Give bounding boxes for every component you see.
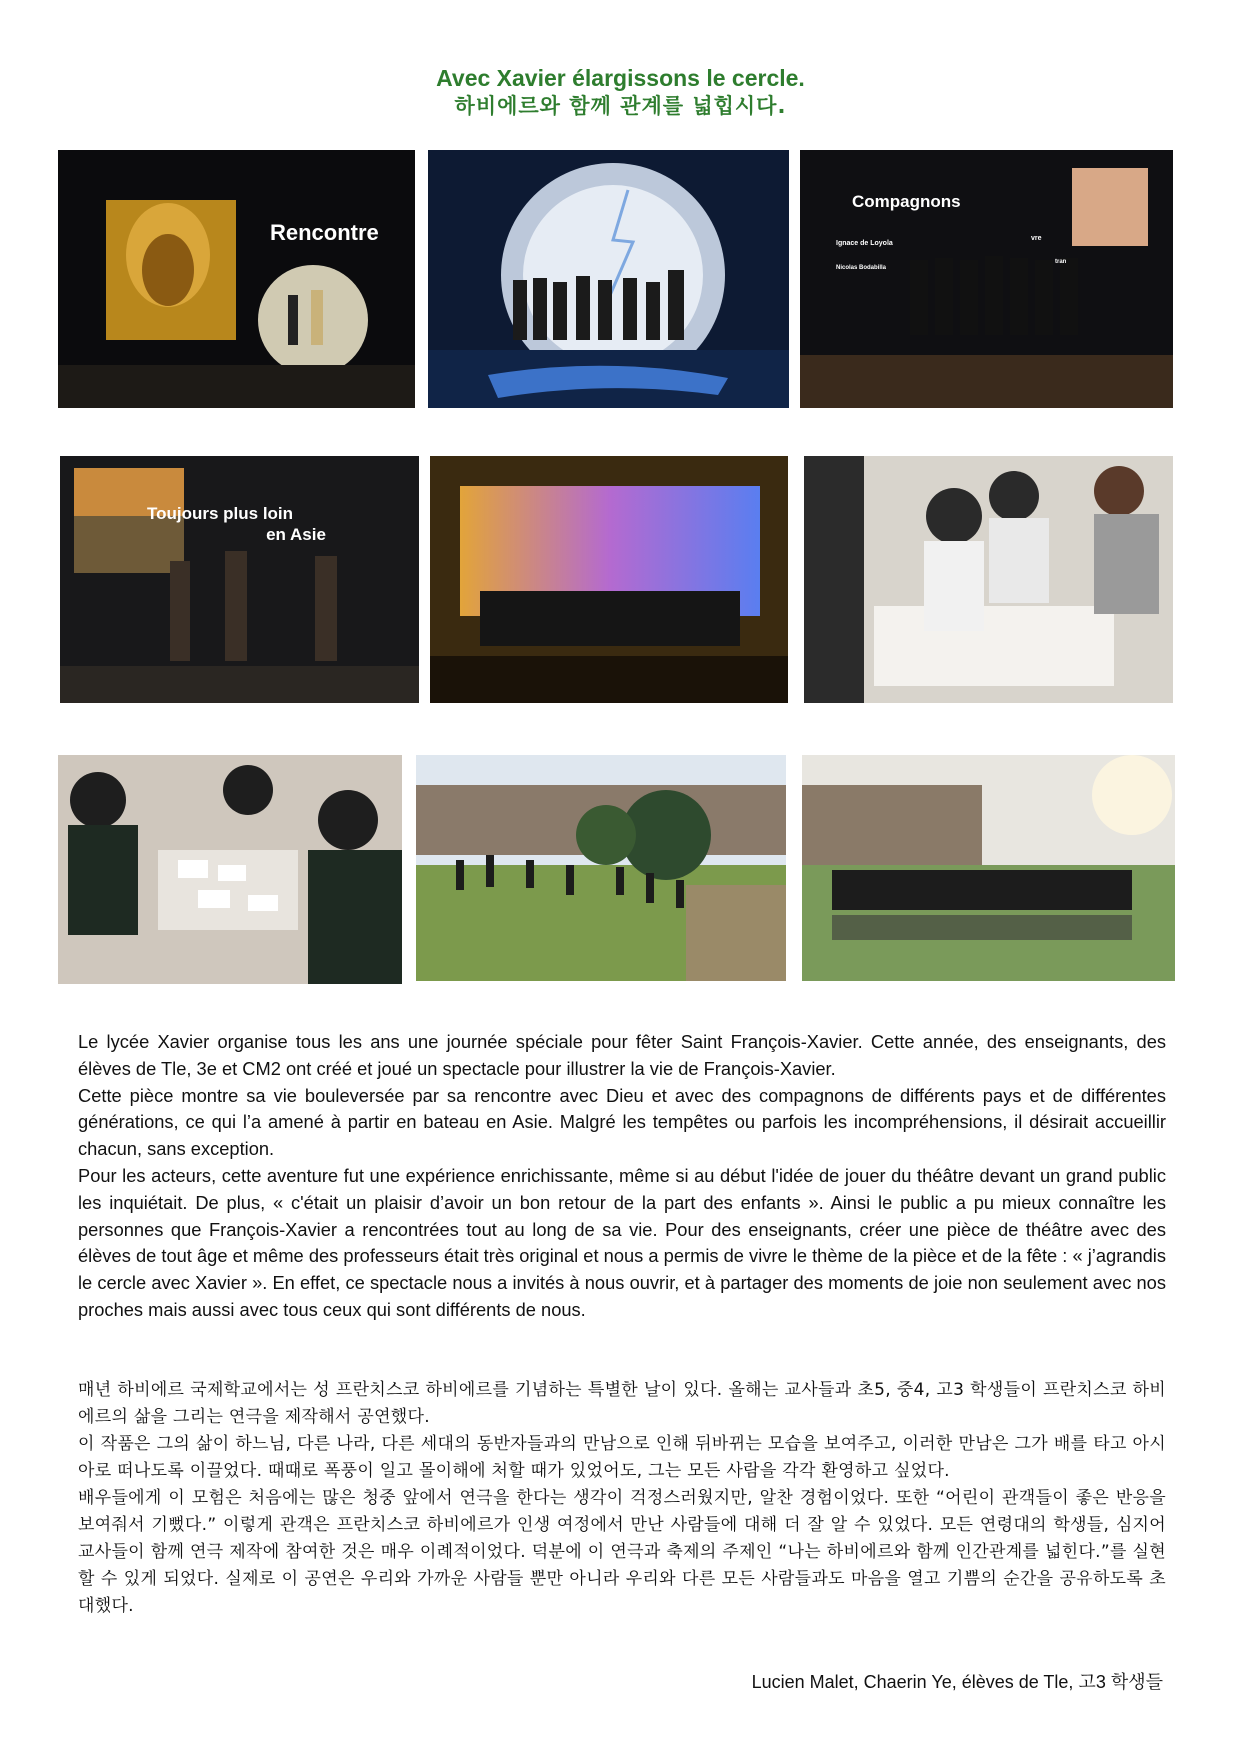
photo-storm-scene (428, 150, 789, 408)
article-ko-paragraph-1: 매년 하비에르 국제학교에서는 성 프란치스코 하비에르를 기념하는 특별한 날이 있다. 올해는 교사들과 초5, 중4, 고3 학생들이 프란치스코 하비에르의 삶을 그리는 연극을 제작해서 공연했다. (78, 1380, 1166, 1427)
photo-rencontre-caption: Rencontre (270, 220, 379, 245)
photo-stage-dance (430, 456, 788, 703)
photo-compagnons-name-4: tran (1055, 259, 1067, 265)
photo-courtyard-circle (802, 755, 1175, 981)
photo-playground-game (416, 755, 786, 981)
photo-students-drawing (804, 456, 1173, 703)
photo-compagnons-caption: Compagnons (852, 192, 961, 211)
author-signature: Lucien Malet, Chaerin Ye, élèves de Tle, 고3 학생들 (751, 1672, 1163, 1692)
article-fr-paragraph-1: Le lycée Xavier organise tous les ans une journée spéciale pour fêter Saint François-Xavier. Cette année, des enseignants, des élèves de Tle, 3e et CM2 ont créé et joué un spectacle pour illustrer la vie de François-Xavier. (78, 1031, 1166, 1079)
article-fr-paragraph-2: Cette pièce montre sa vie bouleversée par sa rencontre avec Dieu et avec des compagnons de différents pays et de différentes générations, ce qui l’a amené à partir en bateau en Asie. Malgré les tempêtes ou parfois les incompréhensions, il désirait accueillir chacun, sans exception. (78, 1084, 1166, 1160)
photo-compagnons-name-2: Nicolas Bodabilla (836, 265, 887, 271)
article-ko-paragraph-3: 배우들에게 이 모험은 처음에는 많은 청중 앞에서 연극을 한다는 생각이 걱정스러웠지만, 알찬 경험이었다. 또한 “어린이 관객들이 좋은 반응을 보여줘서 기뻤다.” 이렇게 관객은 프란치스코 하비에르가 인생 여정에서 만난 사람들에 대해 더 잘 알 수 있었다. 모든 연령대의 학생들, 심지어 교사들이 함께 연극 제작에 참여한 것은 매우 이례적이었다. 덕분에 이 연극과 축제의 주제인 “나는 하비에르와 함께 인간관계를 넓힌다.”를 실현할 수 있게 되었다. 실제로 이 공연은 우리와 가까운 사람들 뿐만 아니라 우리와 다른 모든 사람들과도 마음을 열고 기쁨의 순간을 공유하도록 초대했다. (78, 1488, 1166, 1616)
photo-compagnons-name-1: Ignace de Loyola (836, 240, 893, 247)
photo-rencontre (58, 150, 415, 408)
article-french (78, 1029, 1166, 1324)
photo-puzzle-activity (58, 755, 402, 984)
article-korean (78, 1377, 1166, 1620)
photo-compagnons-name-3: vre (1031, 235, 1042, 242)
article-fr-paragraph-3: Pour les acteurs, cette aventure fut une expérience enrichissante, même si au début l'idée de jouer du théâtre devant un grand public les inquiétait. De plus, « c'était un plaisir d’avoir un bon retour de la part des enfants ». Ainsi le public a pu mieux connaître les personnes que François-Xavier a rencontrées tout au long de sa vie. Pour des enseignants, créer une pièce de théâtre avec des élèves de tout âge et même des professeurs était très original et nous a permis de vivre le thème de la pièce et de la fête : « j’agrandis le cercle avec Xavier ». En effet, ce spectacle nous a invités à nous ouvrir, et à partager des moments de joie non seulement avec nos proches mais aussi avec tous ceux qui sont différents de nous. (78, 1164, 1166, 1320)
title-french: Avec Xavier élargissons le cercle. (436, 65, 805, 91)
article-ko-paragraph-2: 이 작품은 그의 삶이 하느님, 다른 나라, 다른 세대의 동반자들과의 만남으로 인해 뒤바뀌는 모습을 보여주고, 이러한 만남은 그가 배를 타고 아시아로 떠나도록 이끌었다. 때때로 폭풍이 일고 몰이해에 처할 때가 있었어도, 그는 모든 사람을 각각 환영하고 싶었다. (78, 1434, 1166, 1481)
photo-toujours-caption-line-2: en Asie (266, 525, 326, 544)
photo-toujours-plus-loin (60, 456, 419, 703)
photo-toujours-caption-line-1: Toujours plus loin (146, 504, 294, 523)
title-korean: 하비에르와 함께 관계를 넓힙시다. (454, 94, 787, 118)
page-title (0, 64, 1241, 120)
photo-compagnons (800, 150, 1173, 408)
